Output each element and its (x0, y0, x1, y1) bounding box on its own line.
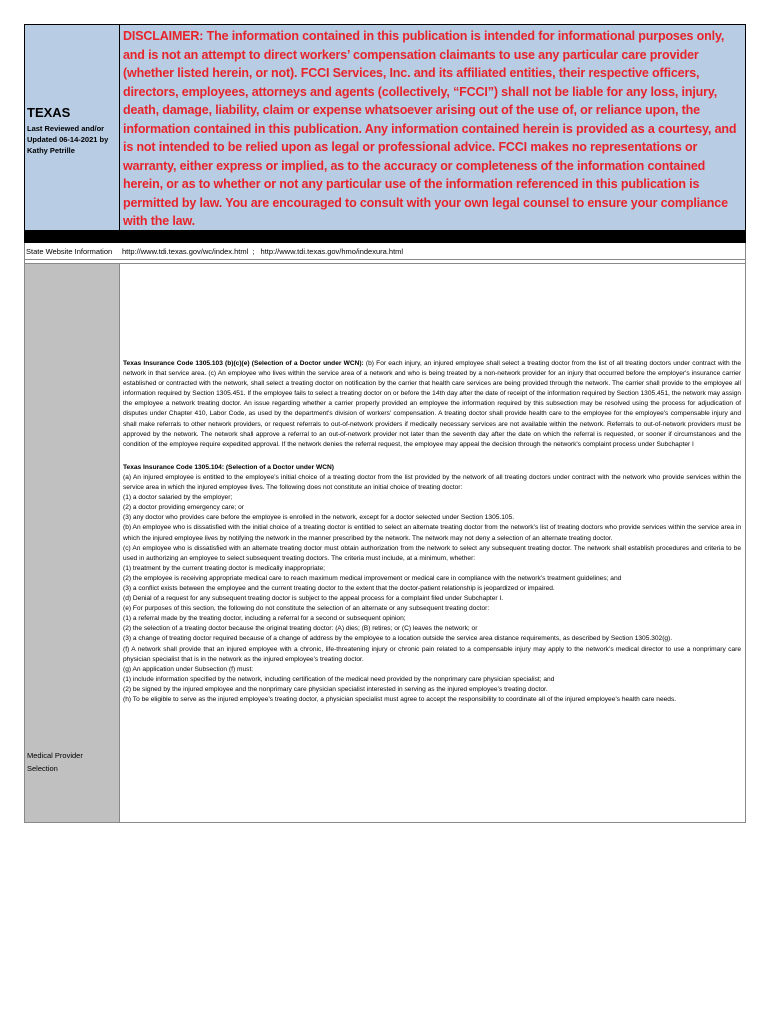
state-cell (25, 25, 120, 230)
medical-provider-selection-row (24, 263, 746, 823)
review-info (27, 123, 119, 156)
statute-line: (b) An employee who is dissatisfied with the initial choice of a treating doctor is entitled to select an alternate treating doctor from the network’s list of treating doctors who provide services within the service area in which the injured employee lives by notifying the network in the manner prescribed by the network. The network may not deny a selection of an alternate treating doctor. (123, 524, 741, 542)
statute-line: (d) Denial of a request for any subsequent treating doctor is subject to the appeal process for a complaint filed under Subchapter I. (123, 595, 504, 603)
statute-body: (b) For each injury, an injured employee shall select a treating doctor from the list of all treating doctors under contract with the network in that service area. (c) An employee who lives within the service area of a network and who is being treated by a non-network provider for an injury that occurred before the employer's insurance carrier established or contracted with the network, shall select a treating doctor on notification by the carrier that health care services are being provided through the network. The carrier shall provide to the employee all information required by Section 1305.451. If the employee fails to select a treating doctor on or before the 14th day after the date of receipt of the information required by Section 1305.451, the network may assign the employee a network treating doctor. An issue regarding whether a carrier properly provided an employee the information required by this subsection may be resolved using the process for adjudication of disputes under Chapter 410, Labor Code, as used by the department's division of workers' compensation. A treating doctor shall provide health care to the employee for the employee's compensable injury and shall make referrals to other network providers, or request referrals to out-of-network providers if medically necessary services are not available within the network. Referrals to out-of-network providers must be approved by the network. The network shall approve a referral to an out-of-network provider not later than the seventh day after the date on which the referral is requested, or sooner if circumstances and the condition of the employee require expedited approval. If the network denies the referral request, the employee may appeal the decision through the network's complaint process under Subchapter I (123, 360, 741, 448)
statute-line: (f) A network shall provide that an injured employee with a chronic, life-threatening injury or chronic pain related to a compensable injury may apply to the network’s medical director to use a nonprimary care physician specialist that is in the network as the injured employee’s treating doctor. (123, 645, 741, 663)
statute-heading: Texas Insurance Code 1305.104: (Selection of a Doctor under WCN) (123, 463, 334, 471)
disclaimer-text: DISCLAIMER: The information contained in this publication is intended for informational purposes only, and is not an attempt to direct workers’ compensation claimants to use any particular care provider (whether listed herein, or not). FCCI Services, Inc. and its affiliated entities, their respective officers, directors, employees, attorneys and agents (collectively, “FCCI”) shall not be liable for any loss, injury, death, damage, liability, claim or expense whatsoever arising out of the use of, or reliance upon, the information contained in this publication. Any information contained herein is provided as a courtesy, and is not intended to be relied upon as legal or professional advice. FCCI makes no representations or warranty, either express or implied, as to the accuracy or completeness of the information contained herein, or as to whether or not any particular use of the information referenced in this publication is permitted by law. You are encouraged to consult with your own legal counsel to ensure your compliance with the law. (123, 29, 737, 228)
statute-line: (3) a conflict exists between the employee and the current treating doctor to the extent that the doctor-patient relationship is jeopardized or impaired. (123, 584, 555, 592)
review-line: Updated 06-14-2021 by (27, 135, 109, 144)
statute-line: (3) any doctor who provides care before the employee is enrolled in the network, except for a doctor selected under Section 1305.105. (123, 514, 515, 522)
statute-line: (a) An injured employee is entitled to the employee’s initial choice of a treating doctor from the list provided by the network of all treating doctors under contract with the network who provide services within the service area in which the injured employee lives. The following does not constitute an initial choice of treating doctor: (123, 473, 741, 492)
statute-line: (1) a referral made by the treating doctor, including a referral for a second or subsequent opinion; (123, 615, 406, 623)
statute-line: (g) An application under Subsection (f) must: (123, 665, 254, 673)
section-label-line: Medical Provider (27, 751, 83, 760)
paragraph-spacer (123, 450, 741, 463)
state-website-label: State Website Information (26, 246, 113, 256)
statute-line: (2) a doctor providing emergency care; or (123, 504, 244, 512)
black-divider-bar (24, 231, 746, 243)
statute-line: (1) treatment by the current treating doctor is medically inappropriate; (123, 564, 325, 572)
state-website-url-1: http://www.tdi.texas.gov/wc/index.html (122, 246, 249, 256)
statute-line: (1) a doctor salaried by the employer; (123, 494, 233, 502)
statute-line: (3) a change of treating doctor required because of a change of address by the employee to a location outside the service area distance requirements, as described by Section 1305.302(g). (123, 635, 673, 643)
header-row (24, 24, 746, 231)
statute-line: (2) the employee is receiving appropriate medical care to reach maximum medical improvement or medical care in compliance with the network’s treatment guidelines; and (123, 574, 622, 582)
statute-text-cell (120, 264, 745, 822)
state-website-url-2: http://www.tdi.texas.gov/hmo/indexura.html (260, 246, 404, 256)
section-label (27, 749, 119, 775)
disclaimer-cell (120, 25, 745, 230)
statute-line: (2) be signed by the injured employee and the nonprimary care physician specialist interested in serving as the injured employee’s treating doctor. (123, 685, 548, 693)
statute-line: (c) An employee who is dissatisfied with an alternate treating doctor must obtain authorization from the network to select any subsequent treating doctor. The network shall establish procedures and criteria to be used in authorizing an employee to select subsequent treating doctors. The criteria must include, at a minimum, whether: (123, 544, 741, 562)
statute-1305-103 (123, 359, 741, 450)
state-name: TEXAS (27, 105, 71, 120)
review-line: Last Reviewed and/or (27, 124, 105, 133)
review-line: Kathy Petrille (27, 146, 75, 155)
state-website-row (24, 243, 746, 260)
statute-line: (h) To be eligible to serve as the injured employee’s treating doctor, a physician specialist must agree to accept the responsibility to coordinate all of the injured employee’s health care needs. (123, 696, 677, 703)
url-separator: ; (252, 246, 255, 256)
section-label-line: Selection (27, 764, 58, 773)
statute-line: (2) the selection of a treating doctor because the original treating doctor: (A) dies; (B) retires; or (C) leaves the network; or (123, 625, 478, 633)
section-label-cell (25, 264, 120, 822)
statute-line: (1) include information specified by the network, including certification of the medical need provided by the nonprimary care physician specialist; and (123, 675, 555, 683)
statute-heading: Texas Insurance Code 1305.103 (b)(c)(e) (Selection of a Doctor under WCN): (123, 360, 364, 367)
statute-line: (e) For purposes of this section, the following do not constitute the selection of an alternate or any subsequent treating doctor: (123, 605, 490, 613)
state-website-value (120, 247, 407, 256)
spreadsheet-page (24, 24, 746, 823)
